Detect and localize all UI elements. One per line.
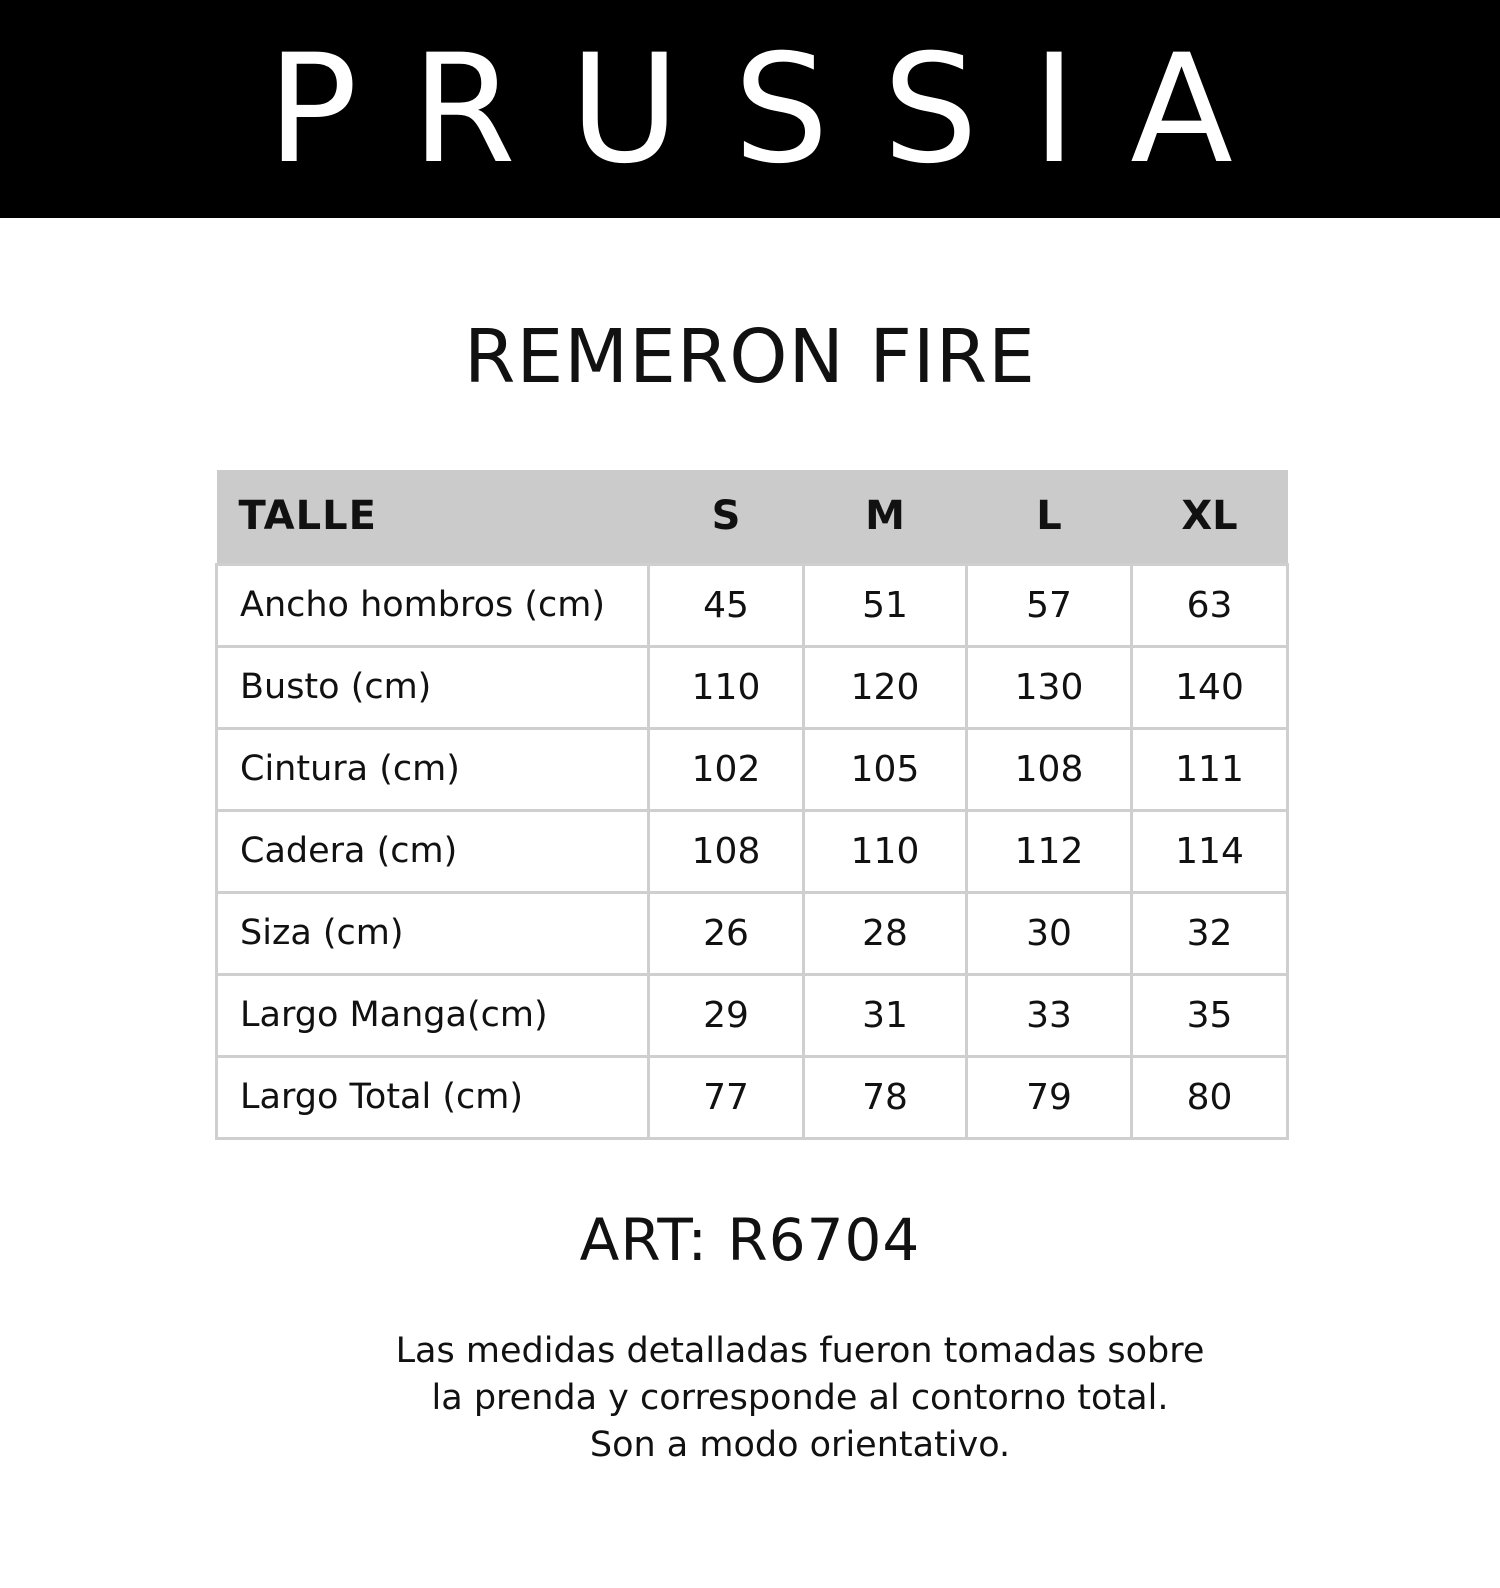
- disclaimer-line: Las medidas detalladas fueron tomadas sobre: [395, 1331, 1205, 1371]
- row-label: Cadera (cm): [217, 810, 649, 892]
- product-title: REMERON FIRE: [464, 314, 1036, 400]
- cell-value: 28: [804, 892, 967, 974]
- size-header-m: M: [865, 493, 905, 540]
- row-label: Largo Manga(cm): [217, 974, 649, 1056]
- cell-value: 105: [804, 728, 967, 810]
- measurement-disclaimer: [290, 1328, 1310, 1469]
- cell-value: 79: [967, 1056, 1132, 1138]
- size-header-xl: XL: [1181, 493, 1238, 540]
- cell-value: 112: [967, 810, 1132, 892]
- cell-value: 63: [1132, 564, 1288, 646]
- row-label: Cintura (cm): [217, 728, 649, 810]
- brand-logo: PRUSSIA: [267, 23, 1287, 197]
- cell-value: 102: [649, 728, 804, 810]
- cell-value: 108: [649, 810, 804, 892]
- table-row: [217, 728, 1288, 810]
- disclaimer-line: Son a modo orientativo.: [589, 1425, 1011, 1465]
- cell-value: 57: [967, 564, 1132, 646]
- disclaimer-line: la prenda y corresponde al contorno total.: [431, 1378, 1169, 1418]
- cell-value: 45: [649, 564, 804, 646]
- row-label: Siza (cm): [217, 892, 649, 974]
- cell-value: 77: [649, 1056, 804, 1138]
- cell-value: 114: [1132, 810, 1288, 892]
- size-header-label: TALLE: [238, 493, 377, 540]
- cell-value: 35: [1132, 974, 1288, 1056]
- size-header-l: L: [1036, 493, 1062, 540]
- table-row: [217, 974, 1288, 1056]
- row-label: Largo Total (cm): [217, 1056, 649, 1138]
- table-row: [217, 1056, 1288, 1138]
- table-row: [217, 892, 1288, 974]
- size-chart-table: [215, 470, 1289, 1140]
- cell-value: 80: [1132, 1056, 1288, 1138]
- cell-value: 111: [1132, 728, 1288, 810]
- cell-value: 29: [649, 974, 804, 1056]
- cell-value: 30: [967, 892, 1132, 974]
- cell-value: 110: [649, 646, 804, 728]
- table-row: [217, 810, 1288, 892]
- cell-value: 110: [804, 810, 967, 892]
- cell-value: 51: [804, 564, 967, 646]
- cell-value: 108: [967, 728, 1132, 810]
- row-label: Busto (cm): [217, 646, 649, 728]
- cell-value: 130: [967, 646, 1132, 728]
- table-row: [217, 564, 1288, 646]
- cell-value: 140: [1132, 646, 1288, 728]
- cell-value: 31: [804, 974, 967, 1056]
- cell-value: 26: [649, 892, 804, 974]
- size-header-row: [217, 470, 1288, 564]
- cell-value: 78: [804, 1056, 967, 1138]
- cell-value: 120: [804, 646, 967, 728]
- table-row: [217, 646, 1288, 728]
- cell-value: 32: [1132, 892, 1288, 974]
- article-code: ART: R6704: [579, 1206, 921, 1274]
- size-header-s: S: [711, 493, 741, 540]
- cell-value: 33: [967, 974, 1132, 1056]
- brand-header: [0, 0, 1500, 218]
- row-label: Ancho hombros (cm): [217, 564, 649, 646]
